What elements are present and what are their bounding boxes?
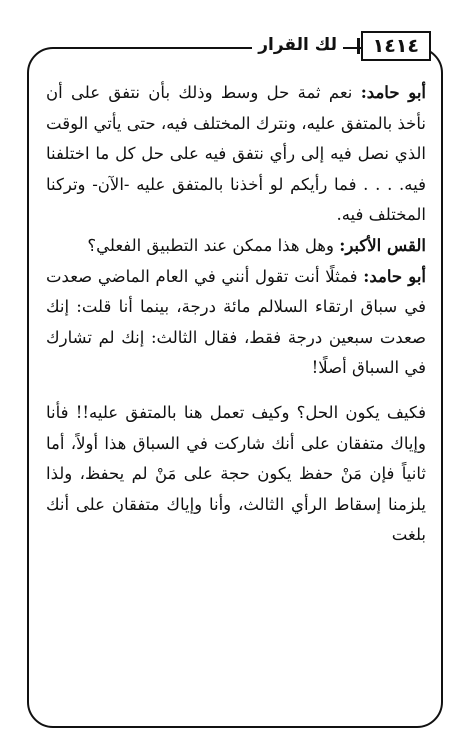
paragraph-text: فمثلًا أنت تقول أنني في العام الماضي صعدت في سباق ارتقاء السلالم مائة درجة، بينما أنا قلت: إنك صعدت سبعين درجة فقط، فقال الثالث: إنك لم تشارك في السباق أصلًا!: [46, 266, 426, 378]
page-number: ١٤١٤: [361, 31, 431, 61]
speaker-label: أبو حامد:: [363, 266, 426, 286]
paragraph: [46, 231, 426, 262]
paragraph-text: فكيف يكون الحل؟ وكيف تعمل هنا بالمتفق عليه!! فأنا وإياك متفقان على أنك شاركت في السباق هذا أولاً، أما ثانياً فإن مَنْ حفظ يكون حجة على مَنْ لم يحفظ، ولذا يلزمنا إسقاط الرأي الثالث، وأنا وإياك متفقان على أنك بلغت: [46, 402, 426, 545]
page-header: [40, 31, 431, 61]
speaker-label: القس الأكبر:: [339, 235, 426, 255]
speaker-label: أبو حامد:: [360, 83, 427, 102]
paragraph-text: نعم ثمة حل وسط وذلك بأن نتفق على أن نأخذ بالمتفق عليه، ونترك المختلف فيه، حتى يأتي الوقت الذي نصل فيه إلى رأي نتفق فيه على حل كل ما اختلفنا فيه. . . . فما رأيكم لو أخذنا بالمتفق عليه -الآن- وتركنا المختلف فيه.: [46, 83, 426, 225]
paragraph: [46, 398, 426, 551]
running-title: لك القرار: [252, 33, 343, 57]
body-text: [46, 78, 426, 551]
paragraph: [46, 262, 426, 384]
paragraph: [46, 78, 426, 231]
paragraph-text: وهل هذا ممكن عند التطبيق الفعلي؟: [87, 235, 334, 255]
